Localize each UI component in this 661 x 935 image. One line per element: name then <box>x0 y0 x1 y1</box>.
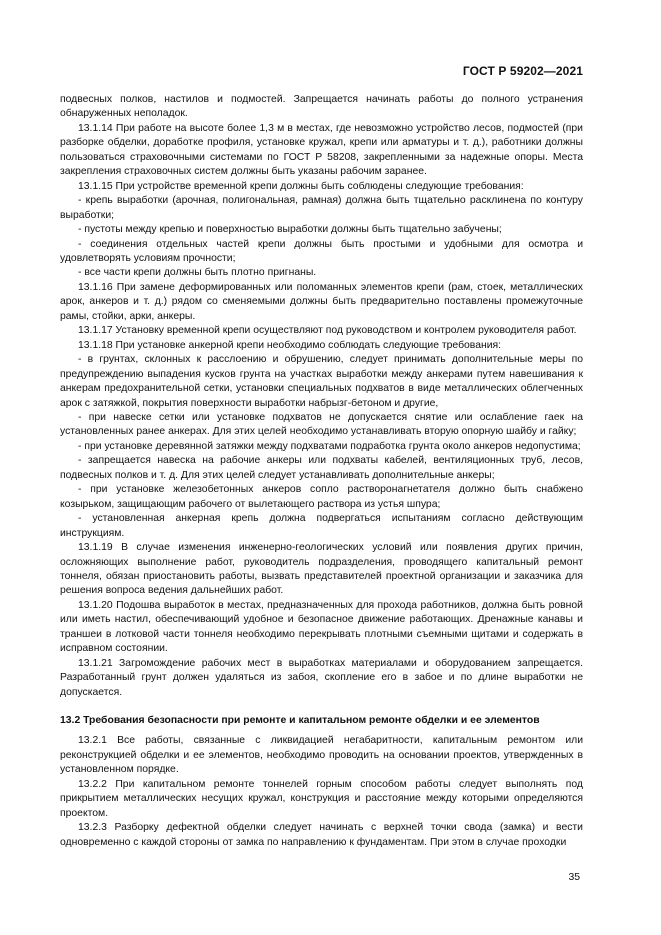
paragraph: 13.2.3 Разборку дефектной обделки следует начинать с верхней точки свода (замка) и вести одновременно с каждой стороны от замка по направлению к фундаментам. При этом в случае проходки <box>60 822 583 848</box>
paragraph: 13.1.19 В случае изменения инженерно-геологических условий или появления других причин, осложняющих выполнение работ, руководитель подразделения, проводящего капитальный ремонт тоннеля, обязан приостановить работы, вызвать представителей проектной организации и заказчика для решения вопроса ведения дальнейших работ. <box>60 542 583 597</box>
clause-list-13-2 <box>60 734 583 850</box>
paragraph: - при установке деревянной затяжки между подхватами подработка грунта около анкеров недопустима; <box>78 440 581 452</box>
paragraph: 13.1.17 Установку временной крепи осуществляют под руководством и контролем руководителя работ. <box>78 325 577 337</box>
paragraph: - запрещается навеска на рабочие анкеры или подхваты кабелей, вентиляционных труб, лесов, подвесных полков и т. д. Для этих целей следует устанавливать дополнительные анкеры; <box>60 455 583 481</box>
paragraph: 13.1.21 Загромождение рабочих мест в выработках материалами и оборудованием запрещается. Разработанный грунт должен удаляться из забоя, скопление его в забое и по длине выработки не допускается. <box>60 657 583 698</box>
paragraph: 13.2.2 При капитальном ремонте тоннелей горным способом работы следует выполнять под прикрытием металлических несущих кружал, конструкция и расстояние между которыми определяются проектом. <box>60 778 583 819</box>
paragraph: 13.1.18 При установке анкерной крепи необходимо соблюдать следующие требования: <box>78 339 502 351</box>
paragraph: - соединения отдельных частей крепи должны быть простыми и удобными для осмотра и удовлетворять условиям прочности; <box>60 238 583 264</box>
section-heading-13-2: 13.2 Требования безопасности при ремонте и капитальном ремонте обделки и ее элементов <box>60 715 540 727</box>
paragraph: - крепь выработки (арочная, полигональная, рамная) должна быть тщательно расклинена по контуру выработки; <box>60 195 583 221</box>
paragraph: - в грунтах, склонных к расслоению и обрушению, следует принимать дополнительные меры по предупреждению выпадения кусков грунта на участках выработки между анкерами путем навешивания к анкерам предохранительной сетки, установки специальных подхватов в виде металлических облегченных арок с затяжкой, покрытия поверхности выработки набрызг-бетоном и другие, <box>60 354 583 409</box>
paragraph: 13.1.14 При работе на высоте более 1,3 м в местах, где невозможно устройство лесов, подмостей (при разборке обделки, доработке профиля, установке кружал, крепи или арматуры и т. д.), работники должны пользоваться страховочными системами по ГОСТ Р 58208, закрепленными за надежные опоры. Места закрепления страховочных систем должны быть указаны рабочим заранее. <box>60 122 583 178</box>
paragraph: 13.1.20 Подошва выработок в местах, предназначенных для прохода работников, должна быть ровной или иметь настил, обеспечивающий удобное и безопасное движение работающих. Дренажные канавы и траншеи в лотковой части тоннеля необходимо перекрывать плотными съемными щитами и содержать в исправном состоянии. <box>60 599 583 655</box>
paragraph: - пустоты между крепью и поверхностью выработки должны быть тщательно забучены; <box>78 224 502 236</box>
paragraph: - установленная анкерная крепь должна подвергаться испытаниям согласно действующим инструкциям. <box>60 513 583 539</box>
paragraph: 13.1.16 При замене деформированных или поломанных элементов крепи (рам, стоек, металлических арок, анкеров и т. д.) рядом со сменяемыми должны быть предварительно поставлены промежуточные рамы, стойки, арки, анкеры. <box>60 281 583 322</box>
paragraph: 13.1.15 При устройстве временной крепи должны быть соблюдены следующие требования: <box>78 180 524 192</box>
document-header: ГОСТ Р 59202—2021 <box>462 64 583 78</box>
paragraph: - при установке железобетонных анкеров сопло растворонагнетателя должно быть снабжено козырьком, защищающим рабочего от вылетающего раствора из устья шпура; <box>60 484 583 510</box>
clause-list-13-1 <box>60 93 583 700</box>
page-number: 35 <box>568 872 580 883</box>
paragraph: - при навеске сетки или установке подхватов не допускается снятие или ослабление гаек на установленных ранее анкерах. Для этих целей необходимо устанавливать вторую опорную шайбу и гайку; <box>60 411 583 438</box>
document-body <box>60 93 583 850</box>
paragraph: подвесных полков, настилов и подмостей. Запрещается начинать работы до полного устранения обнаруженных неполадок. <box>60 94 583 120</box>
paragraph: 13.2.1 Все работы, связанные с ликвидацией негабаритности, капитальным ремонтом или реконструкцией обделки и ее элементов, необходимо проводить на основании проектов, утвержденных в установленном порядке. <box>60 735 583 776</box>
paragraph: - все части крепи должны быть плотно пригнаны. <box>78 267 317 279</box>
